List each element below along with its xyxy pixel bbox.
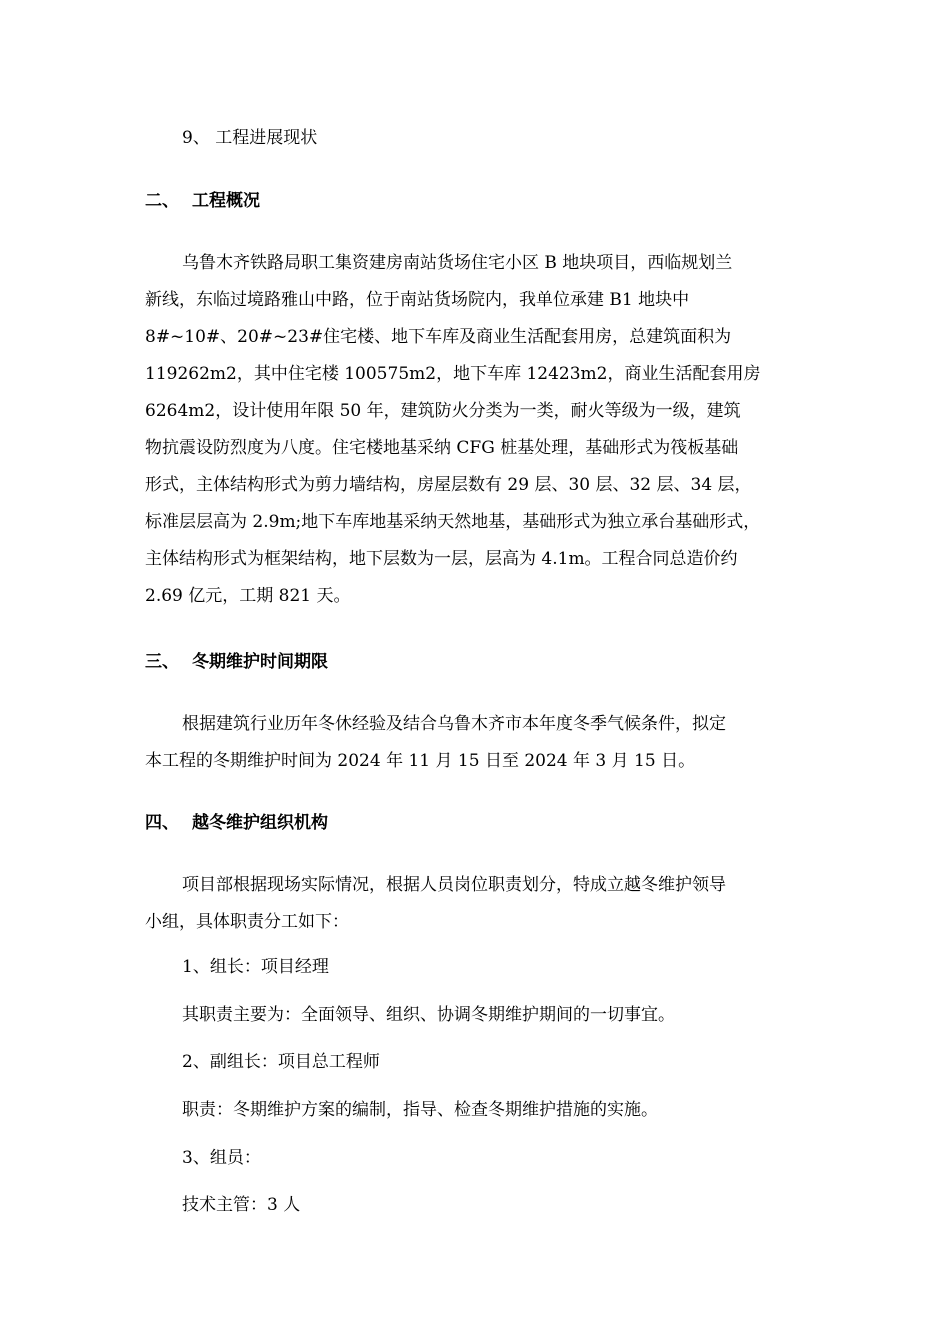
paragraph-line: 标准层层高为 2.9m;地下车库地基采纳天然地基，基础形式为独立承台基础形式， <box>145 512 761 532</box>
paragraph-line: 6264m2，设计使用年限 50 年，建筑防火分类为一类，耐火等级为一级，建筑 <box>145 401 741 421</box>
paragraph-line: 形式，主体结构形式为剪力墙结构，房屋层数有 29 层、30 层、32 层、34 层， <box>145 475 752 495</box>
paragraph-line: 主体结构形式为框架结构，地下层数为一层，层高为 4.1m。工程合同总造价约 <box>145 549 738 569</box>
paragraph-line: 119262m2，其中住宅楼 100575m2，地下车库 12423m2，商业生活配套用房 <box>145 364 761 384</box>
section-number: 二、 <box>145 191 179 211</box>
item-9-text: 9、 工程进展现状 <box>182 128 318 148</box>
role-leader: 1、组长：项目经理 <box>182 957 329 977</box>
section-number: 四、 <box>145 813 179 833</box>
section-number: 三、 <box>145 652 179 672</box>
paragraph-line: 小组，具体职责分工如下： <box>145 912 349 932</box>
paragraph-line: 2.69 亿元，工期 821 天。 <box>145 586 351 606</box>
section-title: 工程概况 <box>192 191 260 211</box>
role-members: 3、组员： <box>182 1148 261 1168</box>
paragraph-winter-period <box>145 706 815 780</box>
role-tech-supervisor: 技术主管：3 人 <box>182 1195 301 1215</box>
section-heading-overview <box>145 189 260 213</box>
role-leader-duties: 其职责主要为：全面领导、组织、协调冬期维护期间的一切事宜。 <box>182 1005 675 1025</box>
section-title: 冬期维护时间期限 <box>192 652 328 672</box>
paragraph-organization <box>145 867 815 941</box>
section-heading-organization <box>145 811 328 835</box>
paragraph-line: 乌鲁木齐铁路局职工集资建房南站货场住宅小区 B 地块项目，西临规划兰 <box>182 253 733 273</box>
paragraph-line: 本工程的冬期维护时间为 2024 年 11 月 15 日至 2024 年 3 月 15 日。 <box>145 751 696 771</box>
role-deputy-duties: 职责：冬期维护方案的编制，指导、检查冬期维护措施的实施。 <box>182 1100 658 1120</box>
paragraph-overview <box>145 245 815 615</box>
role-deputy-leader: 2、副组长：项目总工程师 <box>182 1052 380 1072</box>
paragraph-line: 8#~10#、20#~23#住宅楼、地下车库及商业生活配套用房，总建筑面积为 <box>145 327 732 347</box>
paragraph-line: 项目部根据现场实际情况，根据人员岗位职责划分，特成立越冬维护领导 <box>182 875 726 895</box>
paragraph-line: 新线，东临过境路雅山中路，位于南站货场院内，我单位承建 B1 地块中 <box>145 290 690 310</box>
paragraph-line: 物抗震设防烈度为八度。住宅楼地基采纳 CFG 桩基处理，基础形式为筏板基础 <box>145 438 739 458</box>
paragraph-line: 根据建筑行业历年冬休经验及结合乌鲁木齐市本年度冬季气候条件，拟定 <box>182 714 726 734</box>
section-heading-winter-period <box>145 650 328 674</box>
section-title: 越冬维护组织机构 <box>192 813 328 833</box>
